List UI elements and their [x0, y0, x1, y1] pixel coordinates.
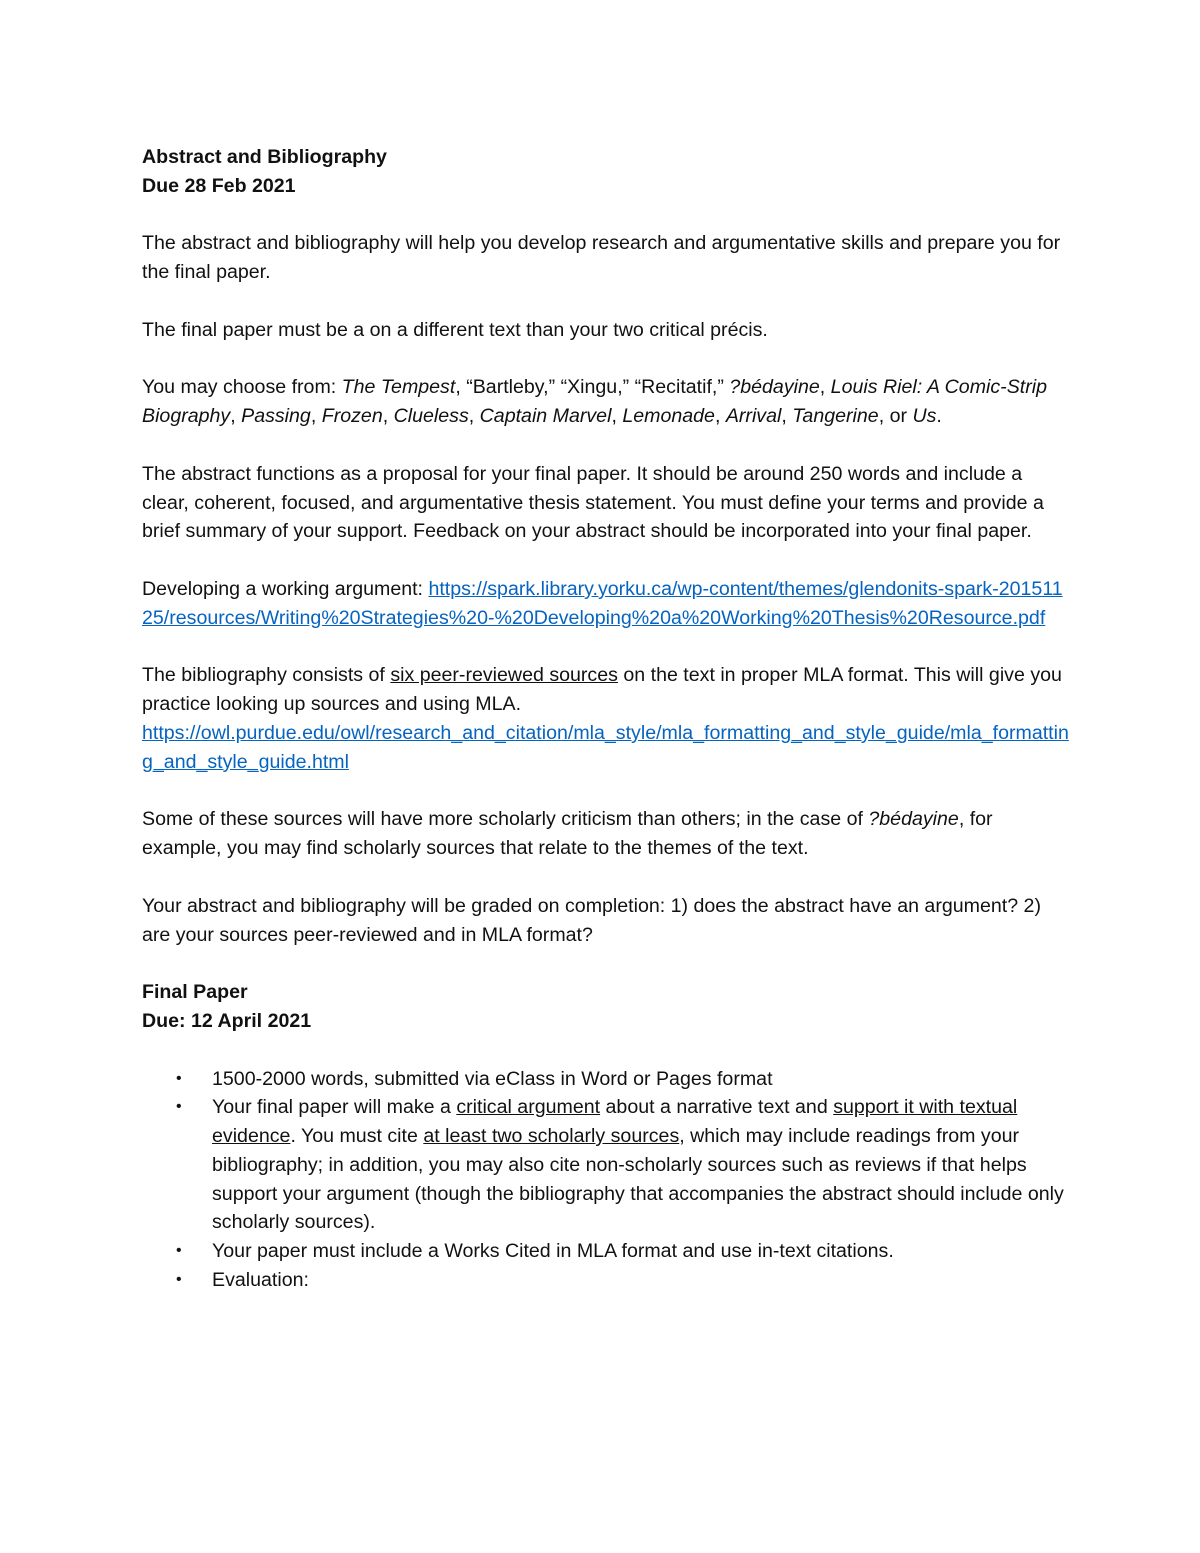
bullet-icon: • [176, 1242, 182, 1260]
due-date-abstract: Due 28 Feb 2021 [142, 174, 296, 197]
different-text-paragraph: The final paper must be a on a different text than your two critical précis. [142, 318, 768, 341]
choice-frozen: Frozen [321, 405, 383, 428]
working-argument-paragraph [142, 575, 1070, 633]
scholarly-paragraph: Some of these sources will have more scholarly criticism than others; in the case of ?bédayine, for example, you may find scholarly sources that relate to the themes of the text. [142, 808, 993, 860]
abstract-description-paragraph: The abstract functions as a proposal for your final paper. It should be around 250 words and include a clear, coherent, focused, and argumentative thesis statement. You must define your terms and provide a brief summary of your support. Feedback on your abstract should be incorporated into your final paper. [142, 462, 1044, 543]
list-item: • Your final paper will make a critical argument about a narrative text and support it with textual evidence. You must cite at least two scholarly sources, which may include readings from your bibliography; in addition, you may also cite non-scholarly sources such as reviews if that helps support your argument (though the bibliography that accompanies the abstract should include only scholarly sources). [212, 1093, 1070, 1237]
section-title-abstract: Abstract and Bibliography [142, 146, 387, 168]
text-choices-paragraph: You may choose from: The Tempest, “Bartleby,” “Xingu,” “Recitatif,” ?bédayine, Louis Riel: A Comic-Strip Biography, Passing, Frozen, Clueless, Captain Marvel, Lemonade, Arrival, Tangerine, or Us. [142, 376, 1047, 428]
support-evidence-underlined: support it with textual evidence [212, 1096, 1018, 1148]
bullet-icon: • [176, 1271, 182, 1289]
choice-bedayine: ?bédayine [729, 376, 820, 399]
grading-paragraph: Your abstract and bibliography will be graded on completion: 1) does the abstract have an argument? 2) are your sources peer-reviewed and in MLA format? [142, 894, 1041, 946]
mla-guide-link[interactable]: https://owl.purdue.edu/owl/research_and_citation/mla_style/mla_formatting_and_style_guide/mla_formatting_and_style_guide.html [142, 721, 1069, 773]
choice-passing: Passing [241, 405, 311, 428]
working-argument-link[interactable]: https://spark.library.yorku.ca/wp-content/themes/glendonits-spark-20151125/resources/Writing%20Strategies%20-%20Developing%20a%20Working%20Thesis%20Resource.pdf [142, 577, 1063, 629]
choice-us: Us [912, 405, 937, 428]
intro-paragraph: The abstract and bibliography will help you develop research and argumentative skills and prepare you for the final paper. [142, 232, 1061, 284]
list-item: • Evaluation: [212, 1266, 1070, 1295]
two-sources-underlined: at least two scholarly sources [423, 1125, 680, 1148]
choice-lemonade: Lemonade [622, 405, 715, 428]
list-item: • Your paper must include a Works Cited in MLA format and use in-text citations. [212, 1237, 1070, 1266]
bullet-icon: • [176, 1069, 182, 1087]
choice-riel: Louis Riel: A Comic-Strip Biography [142, 376, 1047, 428]
choice-tempest: The Tempest [341, 376, 456, 399]
due-date-final: Due: 12 April 2021 [142, 1009, 312, 1032]
final-paper-requirements-list [142, 1065, 1070, 1295]
bibliography-paragraph: The bibliography consists of six peer-reviewed sources on the text in proper MLA format. This will give you practice looking up sources and using MLA. https://owl.purdue.edu/owl/research_and_citation/mla_style/mla_formatting_and_style_guide/mla_formatting_and_style_guide.html [142, 664, 1069, 773]
choice-tangerine: Tangerine [792, 405, 879, 428]
critical-argument-underlined: critical argument [456, 1096, 601, 1119]
section-title-final: Final Paper [142, 981, 248, 1004]
scholarly-title: ?bédayine [868, 808, 959, 831]
choice-clueless: Clueless [393, 405, 469, 428]
six-sources-underlined: six peer-reviewed sources [390, 664, 618, 687]
choice-captain-marvel: Captain Marvel [479, 405, 612, 428]
choices-lead: You may choose from: [142, 376, 342, 399]
choice-arrival: Arrival [725, 405, 782, 428]
list-item: • 1500-2000 words, submitted via eClass in Word or Pages format [212, 1065, 1070, 1094]
bullet-icon: • [176, 1098, 182, 1116]
working-argument-label: Developing a working argument: [142, 577, 429, 600]
choice-stories: “Bartleby,” “Xingu,” “Recitatif,” [466, 376, 730, 399]
